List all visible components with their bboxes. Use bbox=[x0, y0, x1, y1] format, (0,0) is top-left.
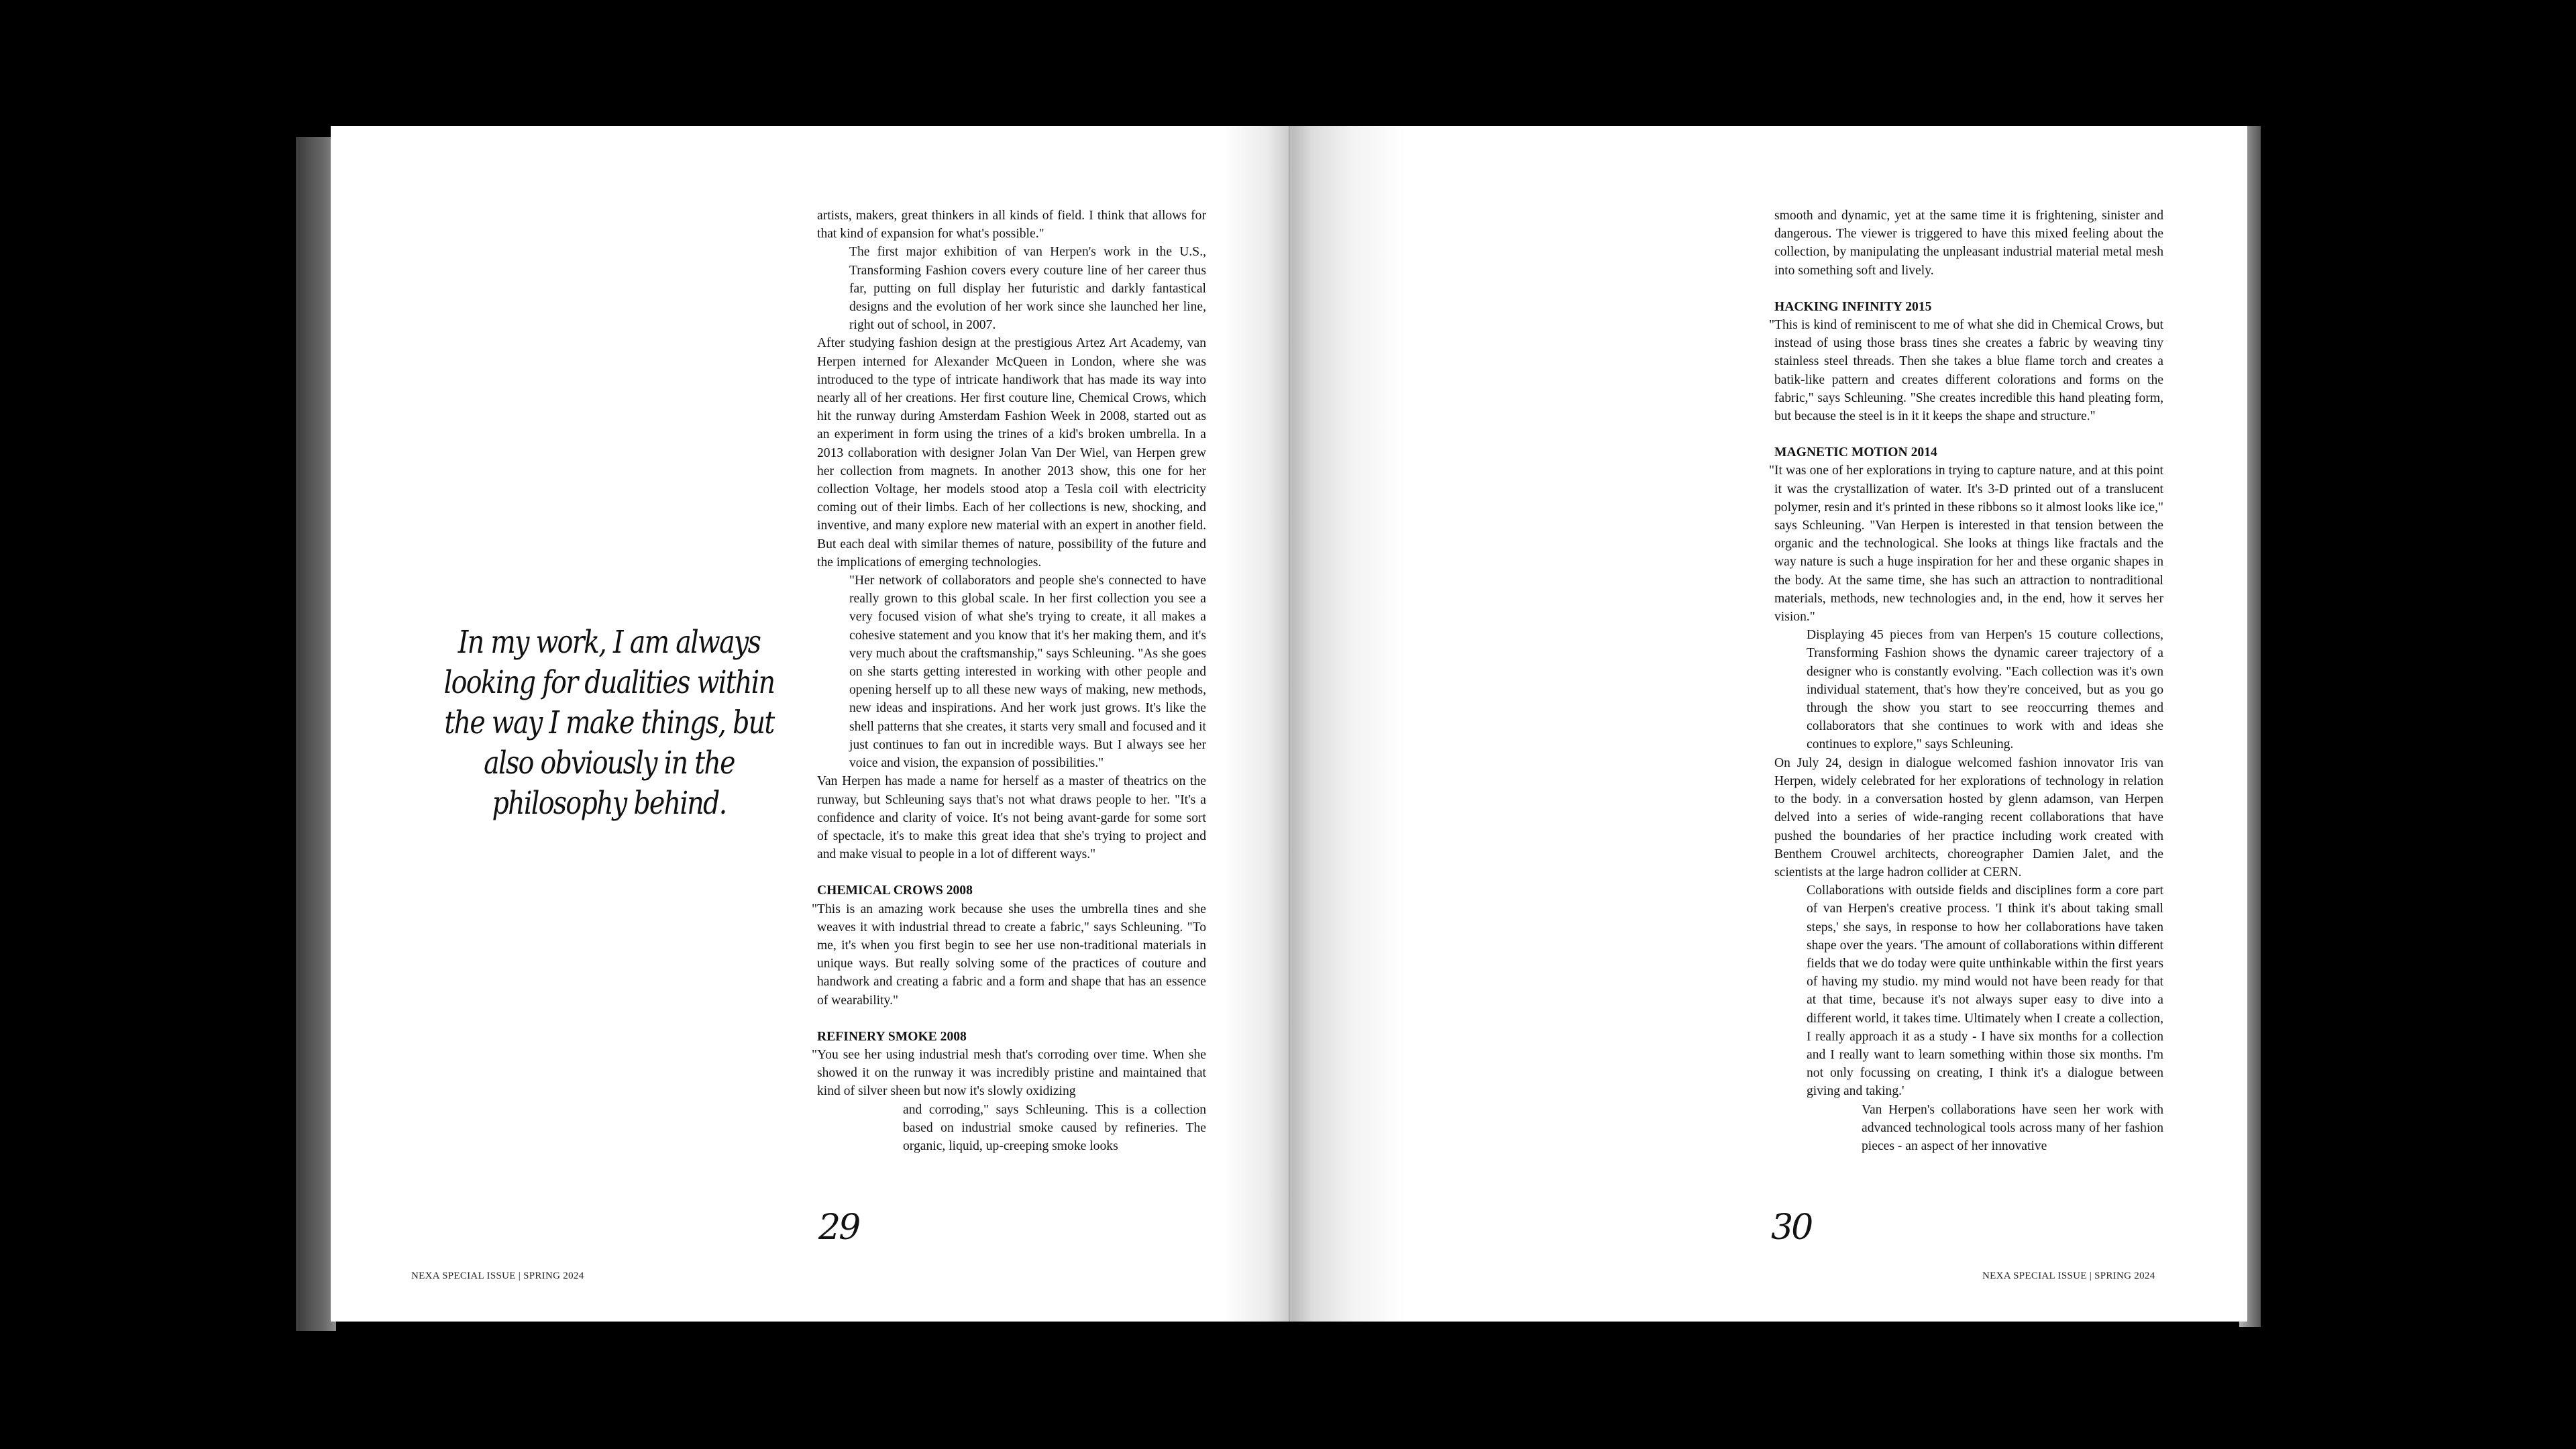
right-page bbox=[1291, 126, 2247, 1322]
paragraph: Collaborations with outside fields and disciplines form a core part of van Herpen's creative process. 'I think it's about taking small steps,' she says, in response to how her collaborations have taken shape over the years. 'The amount of collaborations within different fields that we do today were quite unthinkable within the first years of having my studio. my mind would not have been ready for that at that time, because it's not always super easy to dive into a different world, it takes time. Ultimately when I create a collection, I really approach it as a study - I have six months for a collection and I really want to learn something within those six months. I'm not only focussing on creating, I think it's a dialogue between giving and taking.' bbox=[1807, 883, 2163, 1099]
page-number: 30 bbox=[1771, 1208, 1812, 1248]
page-number: 29 bbox=[818, 1208, 859, 1248]
paragraph: "It was one of her explorations in trying to capture nature, and at this point it was the crystallization of water. It's 3-D printed out of a translucent polymer, resin and it's printed in these ribbons so it almost looks like ice," says Schleuning. "Van Herpen is interested in that tension between the organic and the technological. She looks at things like fractals and the way nature is such a huge inspiration for her and these organic shapes in the body. At the same time, she has such an attraction to nontraditional materials, methods, new technologies and, in the end, how it serves her vision." bbox=[1769, 464, 2163, 625]
paragraph: "This is kind of reminiscent to me of what she did in Chemical Crows, but instead of using those brass tines she creates a fabric by weaving tiny stainless steel threads. Then she takes a blue flame torch and creates a batik-like pattern and creates different colorations and forms on the fabric," says Schleuning. "She creates incredible this hand pleating form, but because the steel is in it it keeps the shape and structure." bbox=[1769, 318, 2163, 424]
paragraph: Van Herpen's collaborations have seen her work with advanced technological tools across many of her fashion pieces - an aspect of her innovative bbox=[1862, 1102, 2163, 1153]
paragraph: smooth and dynamic, yet at the same time it is frightening, sinister and dangerous. The viewer is triggered to have this mixed feeling about the collection, by manipulating the unpleasant industrial material metal mesh into something soft and lively. bbox=[1774, 209, 2163, 278]
section-heading: CHEMICAL CROWS 2008 bbox=[817, 883, 973, 898]
paragraph: The first major exhibition of van Herpen's work in the U.S., Transforming Fashion covers every couture line of her career thus far, putting on full display her futuristic and darkly fantastical designs and the evolution of her work since she launched her line, right out of school, in 2007. bbox=[849, 245, 1206, 333]
paragraph: "Her network of collaborators and people she's connected to have really grown to this global scale. In her first collection you see a very focused vision of what she's trying to create, it all makes a cohesive statement and you know that it's her making them, and it's very much about the craftsmanship," says Schleuning. "As she goes on she starts getting interested in working with other people and opening herself up to all these new ways of making, new methods, new ideas and inspirations. And her work just grows. It's like the shell patterns that she creates, it starts very small and focused and it just continues to fan out in incredible ways. But I always see her voice and vision, the expansion of possibilities." bbox=[849, 574, 1206, 771]
section-heading: MAGNETIC MOTION 2014 bbox=[1774, 445, 1937, 460]
left-page bbox=[331, 126, 1291, 1322]
paragraph: "You see her using industrial mesh that's corroding over time. When she showed it on the runway it was incredibly pristine and maintained that kind of silver sheen but now it's slowly oxidizing bbox=[812, 1047, 1206, 1099]
paragraph: On July 24, design in dialogue welcomed fashion innovator Iris van Herpen, widely celebrated for her explorations of technology in relation to the body. in a conversation hosted by glenn adamson, van Herpen delved into a series of wide-ranging recent collaborations that have pushed the boundaries of her practice including work created with Benthem Crouwel architects, choreographer Damien Jalet, and the scientists at the large hadron collider at CERN. bbox=[1774, 755, 2163, 879]
footer-text: NEXA SPECIAL ISSUE | SPRING 2024 bbox=[1982, 1271, 2155, 1281]
section-heading: HACKING INFINITY 2015 bbox=[1774, 299, 1932, 314]
section-heading: REFINERY SMOKE 2008 bbox=[817, 1029, 967, 1044]
page-stack-edge-left bbox=[296, 137, 336, 1331]
paragraph: After studying fashion design at the prestigious Artez Art Academy, van Herpen interned for Alexander McQueen in London, where she was introduced to the type of intricate handiwork that has made its way into nearly all of her creations. Her first couture line, Chemical Crows, which hit the runway during Amsterdam Fashion Week in 2008, started out as an experiment in form using the trines of a kid's broken umbrella. In a 2013 collaboration with designer Jolan Van Der Wiel, van Herpen grew her collection from magnets. In another 2013 show, this one for her collection Voltage, her models stood atop a Tesla coil with electricity coming out of their limbs. Each of her collections is new, shocking, and inventive, and many explore new material with an expert in another field. But each deal with similar themes of nature, possibility of the future and the implications of emerging technologies. bbox=[817, 336, 1206, 570]
paragraph: artists, makers, great thinkers in all kinds of field. I think that allows for that kind of expansion for what's possible." bbox=[817, 209, 1206, 241]
paragraph: Van Herpen has made a name for herself as a master of theatrics on the runway, but Schleuning says that's not what draws people to her. "It's a confidence and clarity of voice. It's not being avant-garde for some sort of spectacle, it's to make this great idea that she's trying to project and and make visual to people in a lot of different ways." bbox=[817, 774, 1206, 862]
paragraph: "This is an amazing work because she uses the umbrella tines and she weaves it with industrial thread to create a fabric," says Schleuning. "To me, it's when you first begin to see her use non-traditional materials in unique ways. But really solving some of the practices of couture and handwork and creating a fabric and a form and shape that has an essence of wearability." bbox=[812, 902, 1206, 1008]
paragraph: Displaying 45 pieces from van Herpen's 15 couture collections, Transforming Fashion shows the dynamic career trajectory of a designer who is constantly evolving. "Each collection was it's own individual statement, that's how they're conceived, but as you go through the show you start to see reoccurring themes and collaborators that she continues to work with and ideas she continues to explore," says Schleuning. bbox=[1807, 628, 2163, 752]
left-body-column bbox=[812, 207, 1206, 1155]
footer-text: NEXA SPECIAL ISSUE | SPRING 2024 bbox=[411, 1271, 584, 1281]
right-body-column bbox=[1769, 207, 2163, 1155]
pull-quote: In my work, I am always looking for dualities within the way I make things, but also obviously in the philosophy behind. bbox=[443, 624, 775, 822]
paragraph: and corroding," says Schleuning. This is a collection based on industrial smoke caused by refineries. The organic, liquid, up-creeping smoke looks bbox=[903, 1102, 1206, 1153]
